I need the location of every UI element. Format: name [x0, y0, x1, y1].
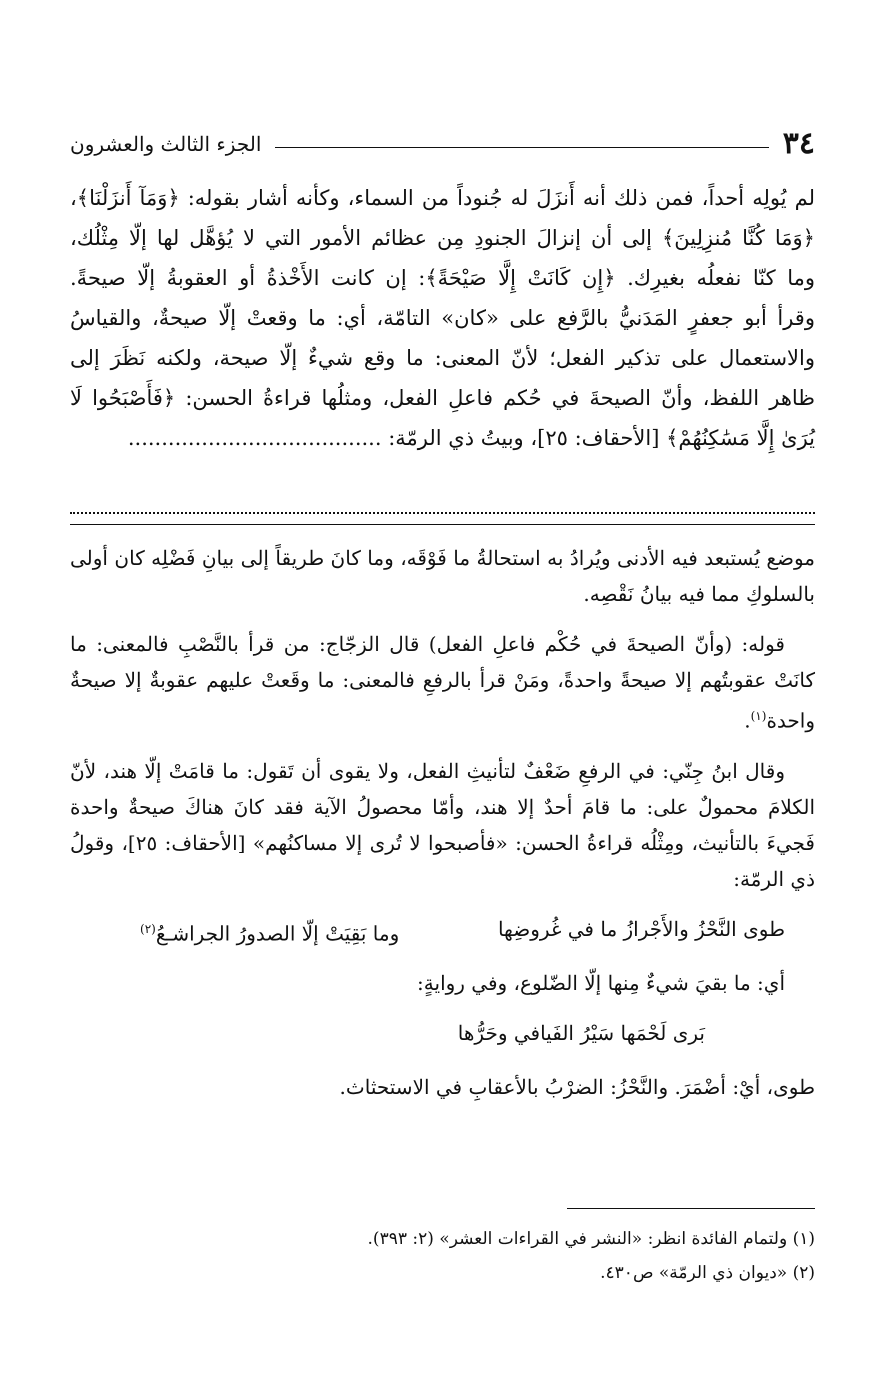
main-text-line: وما كنّا نفعلُه بغيرِك. ﴿إِن كَانَتْ إِلَّا صَيْحَةً﴾: إن كانت الأَخْذةُ أو العقوبةُ إلّا صيحةً.: [70, 266, 815, 290]
running-title: الجزء الثالث والعشرون: [70, 132, 262, 156]
footnote-rule: [567, 1208, 815, 1209]
main-text-line: والاستعمال على تذكير الفعل؛ لأنّ المعنى: ما وقع شيءٌ إلّا صيحة، ولكنه نَظَرَ إلى: [70, 346, 815, 370]
commentary-paragraph: أي: ما بقيَ شيءٌ مِنها إلّا الضّلوع، وفي روايةٍ:: [417, 971, 785, 996]
page-number: ٣٤: [782, 126, 815, 161]
commentary-paragraph: موضع يُستبعد فيه الأدنى ويُرادُ به استحالةُ ما فَوْقَه، وما كانَ طريقاً إلى بيانِ فَضْلِه كان أولى بالسلوكِ مما فيه بيانُ نَقْصِه.: [70, 546, 815, 606]
footnote: (١) ولتمام الفائدة انظر: «النشر في القراءات العشر» (٢: ٣٩٣).: [367, 1229, 815, 1249]
footnote-marker: (٢): [140, 921, 156, 936]
header-rule: [275, 147, 768, 148]
main-text-line: وقرأ أبو جعفرٍ المَدَنيُّ بالرَّفع على «كان» التامّة، أي: ما وقعتْ إلّا صيحةٌ، والقياسُ: [70, 306, 815, 330]
footnotes: [70, 1222, 815, 1290]
running-header: [70, 124, 815, 164]
main-text-line: ﴿وَمَا كُنَّا مُنزِلِينَ﴾ إلى أن إنزالَ الجنودِ مِن عظائم الأمور التي لا يُؤهَّل لها إلّا مِثْلُك،: [70, 226, 815, 250]
commentary-text: قوله: (وأنّ الصيحةَ في حُكْم فاعلِ الفعل) قال الزجّاج: من قرأ بالنَّصْبِ فالمعنى: ما كانَتْ عقوبتُهم إلا صيحةً واحدةً، ومَنْ قرأ بالرفعِ فالمعنى: ما وقَعتْ عليهم عقوبةٌ إلا صيحةٌ واحدة: [70, 632, 815, 733]
footnote: (٢) «ديوان ذي الرمّة» ص٤٣٠.: [600, 1263, 815, 1283]
poetry-verse: [70, 911, 815, 952]
main-text-line: ظاهر اللفظ، وأنّ الصيحةَ في حُكم فاعلِ الفعل، ومثلُها قراءةُ الحسن: ﴿فَأَصْبَحُوا لَا: [70, 386, 815, 410]
poetry-variant-verse: بَرى لَحْمَها سَيْرُ الفَيافي وحَرُّها: [457, 1021, 705, 1046]
verse-first-hemistich: طوى النَّحْزُ والأَجْرازُ ما في غُروضِها: [497, 916, 785, 941]
commentary-paragraph: وقال ابنُ جِنّي: في الرفعِ ضَعْفٌ لتأنيثِ الفعل، ولا يقوى أن تَقول: ما قامَتْ إلّا هند، لأنّ الكلامَ محمولٌ على: ما قامَ أحدٌ إلا هند، وأمّا محصولُ الآية فقد كانَ هناكَ صيحةٌ واحدة فَجيءَ بالتأنيث، ومِثْلُه قراءةُ الحسن: «فأصبحوا لا تُرى إلا مساكنُهم» [الأحقاف: ٢٥]، وقولُ ذي الرمّة:: [70, 758, 815, 891]
commentary-separator: [70, 524, 815, 525]
main-text-block: [70, 178, 815, 458]
dotted-separator: [70, 512, 815, 514]
commentary-block: [70, 540, 815, 1119]
main-text-line: لم يُولِه أحداً، فمن ذلك أنه أَنزَلَ له جُنوداً من السماء، وكأنه أشار بقوله: ﴿وَمَآ أَنزَلْنَا﴾،: [70, 186, 815, 210]
main-text-line: يُرَىٰ إِلَّا مَسَٰكِنُهُمْ﴾ [الأحقاف: ٢٥]، وبيتُ ذي الرمّة: ......................................: [127, 426, 815, 450]
commentary-paragraph: طوى، أيْ: أضْمَرَ. والنَّحْزُ: الضرْبُ بالأعقابِ في الاستحثاث.: [339, 1075, 815, 1100]
verse-text: وما بَقِيَتْ إلّا الصدورُ الجراشـعُ: [155, 921, 400, 946]
commentary-paragraph: [70, 626, 815, 739]
verse-second-hemistich: [140, 911, 399, 952]
footnote-marker: (١): [750, 709, 767, 723]
commentary-punct: .: [744, 708, 751, 733]
